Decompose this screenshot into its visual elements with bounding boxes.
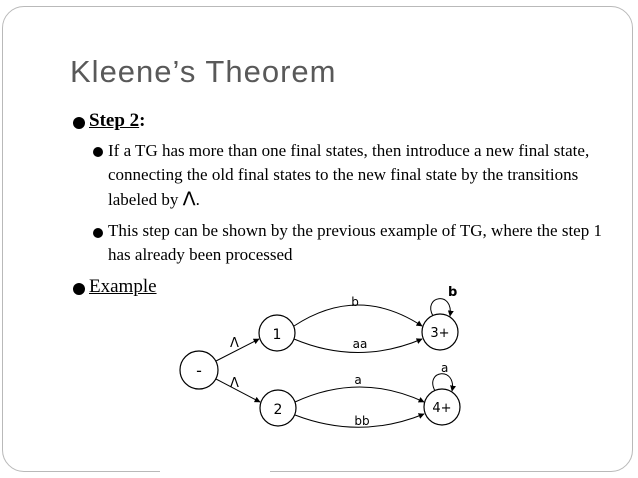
state-4-label: 4+ xyxy=(432,401,452,416)
bullet xyxy=(73,117,85,129)
edge-label-2-4-bottom: bb xyxy=(354,414,370,428)
edge-label-start-2: Λ xyxy=(230,376,239,391)
example-label: Example xyxy=(89,276,157,297)
loop-state-3 xyxy=(431,299,451,316)
lambda-symbol: Λ xyxy=(182,188,196,210)
sub1-period: . xyxy=(195,190,200,209)
state-start-label: - xyxy=(196,361,202,380)
sub-bullet xyxy=(93,228,103,238)
bullet xyxy=(73,283,85,295)
edge-label-1-3-top: b xyxy=(351,295,359,309)
edge-label-start-1: Λ xyxy=(230,336,239,351)
edge-label-2-4-top: a xyxy=(354,373,362,387)
state-start xyxy=(180,351,218,389)
loop-label-4: a xyxy=(441,361,449,375)
edge-label-1-3-bottom: aa xyxy=(352,337,368,351)
sub-bullet-text-2: This step can be shown by the previous example of TG, where the step 1 has already been processed xyxy=(108,221,602,264)
frame-gap xyxy=(160,466,270,476)
step-heading xyxy=(89,110,145,132)
loop-label-3: b xyxy=(448,285,458,300)
sub-bullet xyxy=(93,147,103,157)
state-4-final xyxy=(424,389,460,425)
state-2 xyxy=(260,390,296,426)
loop-state-4 xyxy=(433,374,453,391)
sub-bullet-text-1 xyxy=(108,139,608,212)
slide-title: Kleene’s Theorem xyxy=(70,54,337,89)
step-colon: : xyxy=(139,110,146,131)
edge-2-to-4-top xyxy=(295,387,424,402)
state-3-final xyxy=(422,314,458,350)
state-1 xyxy=(259,315,295,351)
state-1-label: 1 xyxy=(272,327,282,343)
transition-graph-diagram xyxy=(170,284,470,444)
state-3-label: 3+ xyxy=(430,326,450,341)
sub1-text: If a TG has more than one final states, then introduce a new final state, connecting the old final states to the new final state by the transitions labeled by xyxy=(108,141,590,209)
step-label: Step 2 xyxy=(89,110,140,131)
state-2-label: 2 xyxy=(273,402,283,418)
